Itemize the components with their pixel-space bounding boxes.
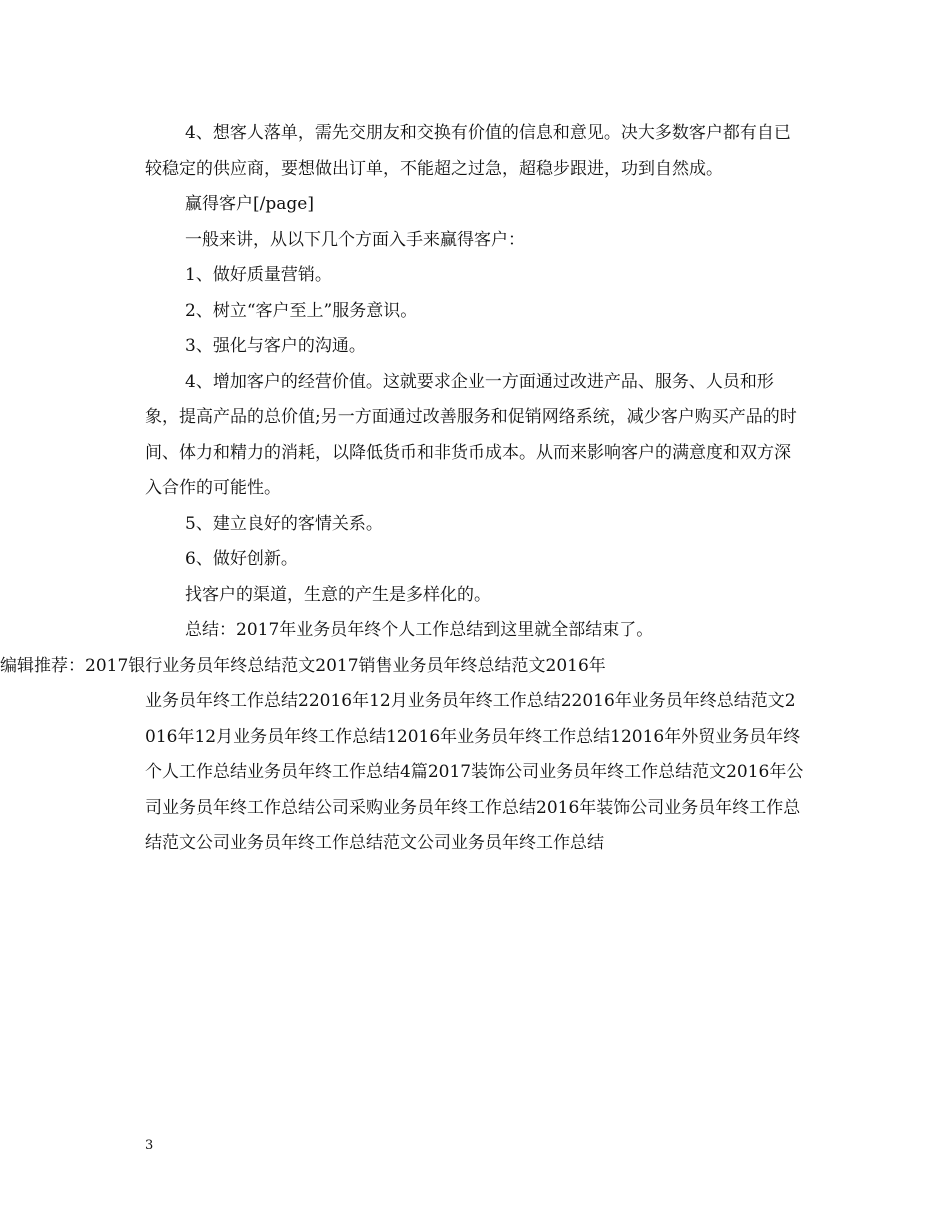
- paragraph-follow-up: 4、想客人落单，需先交朋友和交换有价值的信息和意见。决大多数客户都有自已较稳定的供应商，要想做出订单，不能超之过急，超稳步跟进，功到自然成。: [145, 123, 791, 179]
- page-number: 3: [145, 1138, 154, 1153]
- document-body: [0, 116, 805, 862]
- paragraph-summary: 总结：2017年业务员年终个人工作总结到这里就全部结束了。: [185, 620, 654, 640]
- editor-recommendation-rest: 业务员年终工作总结22016年12月业务员年终工作总结22016年业务员年终总结范文2016年12月业务员年终工作总结12016年业务员年终工作总结12016年外贸业务员年终个人工作总结业务员年终工作总结4篇2017装饰公司业务员年终工作总结范文2016年公司业务员年终工作总结公司采购业务员年终工作总结2016年装饰公司业务员年终工作总结范文公司业务员年终工作总结范文公司业务员年终工作总结: [145, 691, 804, 853]
- list-item-2: 2、树立“客户至上”服务意识。: [185, 300, 418, 321]
- paragraph-channels: 找客户的渠道，生意的产生是多样化的。: [185, 584, 491, 605]
- list-item-3: 3、强化与客户的沟通。: [185, 336, 366, 356]
- editor-recommendation-line-1: 编辑推荐：2017银行业务员年终总结范文2017销售业务员年终总结范文2016年: [0, 655, 606, 676]
- paragraph-intro: 一般来讲，从以下几个方面入手来赢得客户：: [185, 229, 525, 250]
- list-item-4: 4、增加客户的经营价值。这就要求企业一方面通过改进产品、服务、人员和形象，提高产品的总价值;另一方面通过改善服务和促销网络系统，减少客户购买产品的时间、体力和精力的消耗，以降低货币和非货币成本。从而来影响客户的满意度和双方深入合作的可能性。: [145, 371, 797, 498]
- list-item-6: 6、做好创新。: [185, 549, 298, 569]
- editor-recommendation: [0, 649, 805, 862]
- list-item-5: 5、建立良好的客情关系。: [185, 513, 383, 534]
- section-heading-win-customers: 赢得客户[/page]: [185, 194, 314, 214]
- list-item-1: 1、做好质量营销。: [185, 265, 332, 285]
